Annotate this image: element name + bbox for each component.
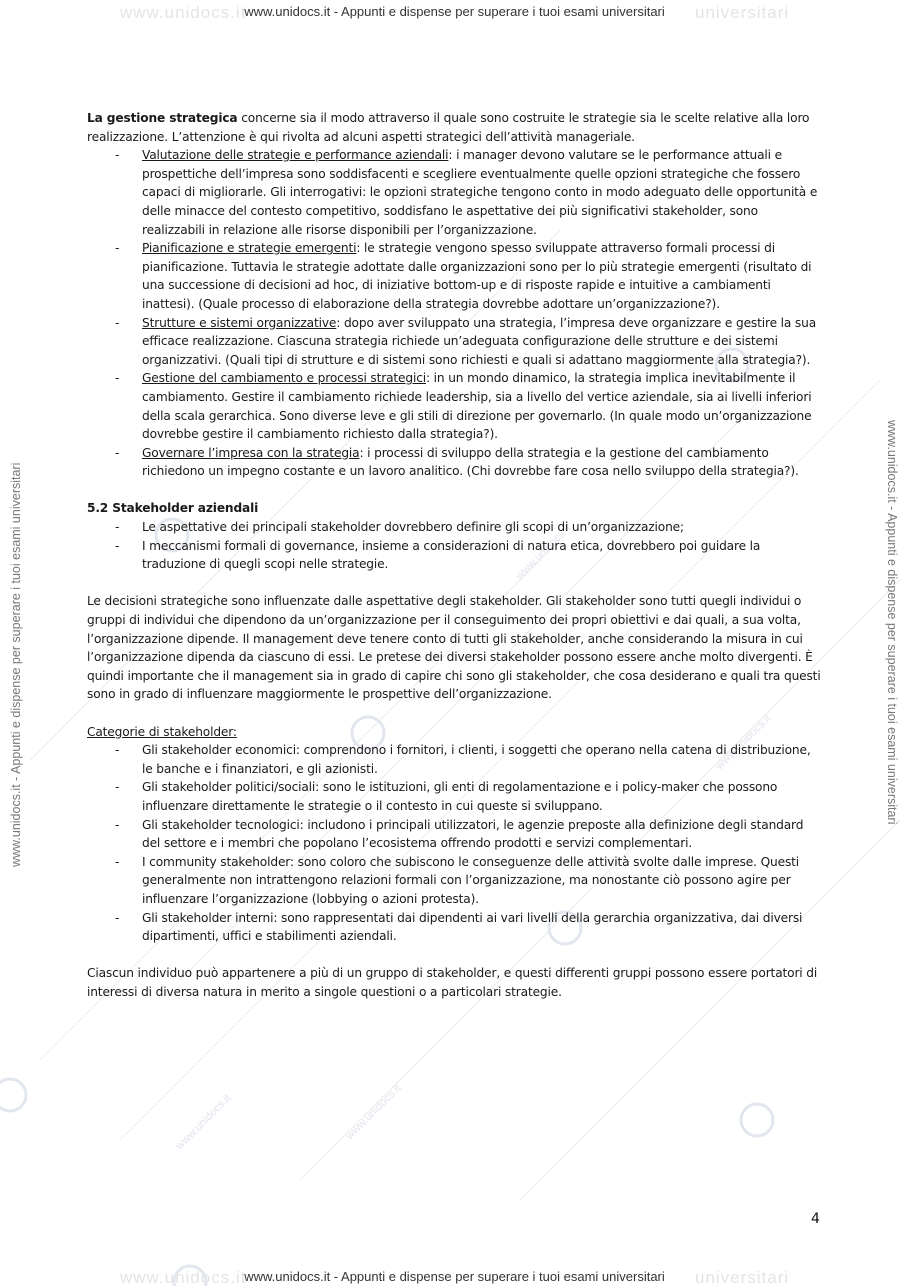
closing-paragraph: Ciascun individuo può appartenere a più di un gruppo di stakeholder, e questi differenti gruppi possono essere portatori di interessi di diversa natura in merito a singole questioni o a particolari strategie.	[87, 966, 818, 999]
list-item-title: Strutture e sistemi organizzative	[142, 315, 337, 330]
categories-heading: Categorie di stakeholder:	[87, 724, 237, 739]
list-item-title: Governare l’impresa con la strategia	[142, 445, 360, 460]
header-watermark-ghost: www.unidocs.it	[120, 3, 247, 22]
diagonal-watermark: www.unidocs.it	[173, 1092, 234, 1153]
intro-text: concerne sia il modo attraverso il quale sono costruite le strategie sia le scelte relative alla loro realizzazione. L’attenzione è qui rivolta ad alcuni aspetti strategici dell’attività manageriale.	[87, 111, 810, 144]
list-item	[87, 239, 822, 313]
list-item	[87, 444, 822, 481]
list-item: - I meccanismi formali di governance, insieme a considerazioni di natura etica, dovrebbero poi guidare la traduzione di quegli scopi nelle strategie.	[87, 537, 822, 574]
footer-watermark-ghost: universitari	[695, 1268, 790, 1287]
list-item-title: Pianificazione e strategie emergenti	[142, 241, 357, 256]
stakeholder-paragraph: Le decisioni strategiche sono influenzate dalle aspettative degli stakeholder. Gli stakeholder sono tutti quegli individui o gruppi di individui che dipendono da un’organizzazione per il conseguimento dei propri obiettivi e dai quali, a sua volta, l’organizzazione dipende. Il management deve tenere conto di tutti gli stakeholder, anche considerando la misura in cui l’organizzazione dipenda da ciascuno di essi. Le pretese dei diversi stakeholder possono essere anche molto divergenti. È quindi importante che il management sia in grado di capire chi sono gli stakeholder, che cosa desiderano e quali tra questi sono in grado di influenzare maggiormente le prospettive dell’organizzazione.	[87, 594, 821, 702]
list-item: - Gli stakeholder interni: sono rappresentati dai dipendenti ai vari livelli della gerarchia organizzativa, dai diversi dipartimenti, uffici e stabilimenti aziendali.	[87, 909, 822, 946]
list-item	[87, 314, 822, 370]
list-item-title: Valutazione delle strategie e performance aziendali	[142, 148, 449, 163]
intro-paragraph	[87, 109, 822, 146]
list-item-title: Gestione del cambiamento e processi strategici	[142, 371, 426, 386]
diagonal-watermark: www.unidocs.it	[713, 712, 774, 773]
list-item-text: : le strategie vengono spesso sviluppate attraverso formali processi di pianificazione. Tuttavia le strategie adottate dalle organizzazioni sono per lo più strategie emergenti (risultato di una successione di decisioni ad hoc, di iniziative bottom-up e di risposte rapide e intuitive a cambiamenti inattesi). (Quale processo di elaborazione della strategia dovrebbe adottare un’organizzazione?).	[142, 241, 812, 311]
side-watermark-left: www.unidocs.it - Appunti e dispense per superare i tuoi esami universitari	[9, 462, 23, 867]
stakeholder-categories-list	[87, 741, 822, 946]
list-item: - Gli stakeholder economici: comprendono i fornitori, i clienti, i soggetti che operano nella catena di distribuzione, le banche e i finanziatori, e gli azionisti.	[87, 741, 822, 778]
list-item	[87, 146, 822, 239]
list-item-text: : dopo aver sviluppato una strategia, l’impresa deve organizzare e gestire la sua efficace realizzazione. Ciascuna strategia richiede un’adeguata configurazione delle strutture e dei sistemi organizzativi. (Quali tipi di strutture e di sistemi sono richiesti e quali si adattano maggiormente alla strategia?).	[142, 315, 817, 367]
header-watermark: www.unidocs.it - Appunti e dispense per superare i tuoi esami universitari	[244, 4, 665, 19]
list-item: - Le aspettative dei principali stakeholder dovrebbero definire gli scopi di un’organizzazione;	[87, 518, 822, 537]
list-item-text: : in un mondo dinamico, la strategia implica inevitabilmente il cambiamento. Gestire il cambiamento richiede leadership, sia a livello del vertice aziendale, sia ai livelli inferiori della scala gerarchica. Sono diverse leve e gli stili di direzione per governarlo. (In quale modo un’organizzazione dovrebbe gestire il cambiamento richiesto dalla strategia?).	[142, 371, 812, 442]
list-item-text: : i processi di sviluppo della strategia e la gestione del cambiamento richiedono un impegno costante e un lavoro analitico. (Chi dovrebbe fare cosa nello sviluppo della strategia?).	[142, 445, 799, 479]
footer-watermark: www.unidocs.it - Appunti e dispense per superare i tuoi esami universitari	[244, 1269, 665, 1284]
page-number: 4	[811, 1211, 820, 1227]
list-item-text: : i manager devono valutare se le performance attuali e prospettiche dell’impresa sono soddisfacenti e scegliere eventualmente quelle opzioni strategiche che fossero capaci di migliorarle. Gli interrogativi: le opzioni strategiche tengono conto in modo adeguato delle opportunità e delle minacce del contesto competitivo, soddisfano le aspettative dei più significativi stakeholder, sono realizzabili in relazione alle risorse disponibili per l’organizzazione.	[142, 148, 818, 237]
side-watermark-right: www.unidocs.it - Appunti e dispense per superare i tuoi esami universitari	[885, 420, 899, 825]
document-body	[87, 109, 822, 1002]
list-item: - I community stakeholder: sono coloro che subiscono le conseguenze delle attività svolte dalle imprese. Questi generalmente non intrattengono relazioni formali con l’organizzazione, ma nonostante ciò possono agire per influenzare l’organizzazione (lobbying o azioni protesta).	[87, 853, 822, 909]
list-item: - Gli stakeholder politici/sociali: sono le istituzioni, gli enti di regolamentazione e i policy-maker che possono influenzare direttamente le strategie o il contesto in cui queste si sviluppano.	[87, 778, 822, 815]
list-item	[87, 369, 822, 443]
intro-bold-term: La gestione strategica	[87, 111, 238, 125]
strategic-management-list	[87, 146, 822, 481]
diagonal-watermark: www.unidocs.it	[343, 1082, 404, 1143]
diagonal-watermark: www.unidocs.it	[513, 522, 574, 583]
list-item: - Gli stakeholder tecnologici: includono i principali utilizzatori, le agenzie preposte alla definizione degli standard del settore e i membri che popolano l’ecosistema offrendo prodotti e servizi complementari.	[87, 816, 822, 853]
stakeholder-intro-list	[87, 518, 822, 574]
section-heading: 5.2 Stakeholder aziendali	[87, 501, 259, 516]
footer-watermark-ghost: www.unidocs.it	[120, 1268, 247, 1287]
header-watermark-ghost: universitari	[695, 3, 790, 22]
